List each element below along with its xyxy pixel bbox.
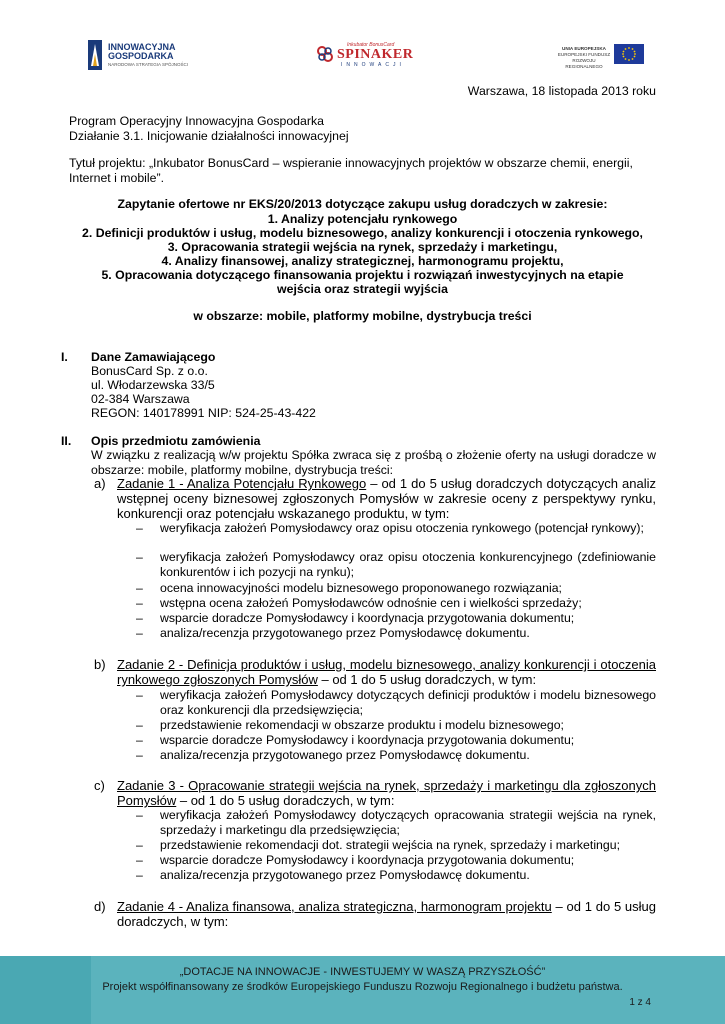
task-c-dash-2: –: [136, 838, 143, 852]
task-c-dash-3: –: [136, 853, 143, 867]
section2-title: Opis przedmiotu zamówienia: [91, 434, 261, 448]
task-c-text: [117, 778, 656, 808]
task-a-dash-2: –: [136, 550, 143, 564]
task-b-title: Zadanie 2 - Definicja produktów i usług, modelu biznesowego, analizy konkurencji i otoczenia rynkowego zgłoszonych Pomysłów: [117, 657, 656, 687]
spinaker-sub: INNOWACJI: [341, 62, 405, 68]
inquiry-item-1: 1. Analizy potencjału rynkowego: [267, 212, 458, 226]
task-a-bullet-5: wsparcie doradcze Pomysłodawcy i koordynacja przygotowania dokumentu;: [160, 611, 575, 625]
section1-title: Dane Zamawiającego: [91, 350, 216, 364]
eu-logo: [556, 42, 646, 68]
project-title-line2: Internet i mobile”.: [69, 171, 165, 185]
spinaker-emblem-icon: [315, 44, 335, 64]
task-c-letter: c): [94, 778, 105, 793]
client-name: BonusCard Sp. z o.o.: [91, 364, 208, 378]
spinaker-name: SPINAKER: [337, 47, 414, 62]
program-line1: Program Operacyjny Innowacyjna Gospodarka: [69, 114, 324, 128]
ig-emblem-icon: [88, 40, 102, 70]
task-b-dash-1: –: [136, 688, 143, 702]
inquiry-area: w obszarze: mobile, platformy mobilne, dystrybucja treści: [193, 309, 532, 323]
task-c-bullet-3: wsparcie doradcze Pomysłodawcy i koordynacja przygotowania dokumentu;: [160, 853, 575, 867]
section1-number: I.: [61, 350, 68, 364]
task-a-bullet-3: ocena innowacyjności modelu biznesowego proponowanego rozwiązania;: [160, 581, 562, 595]
task-c-bullet-1: weryfikacja założeń Pomysłodawcy dotyczących opracowania strategii wejścia na rynek, sprzedaży i marketingu dla przedsięwzięcia;: [160, 808, 656, 837]
client-city: 02-384 Warszawa: [91, 392, 190, 406]
section2-intro: W związku z realizacją w/w projektu Spółka zwraca się z prośbą o złożenie oferty na usługi doradcze w obszarze: mobile, platformy mobilne, dystrybucja treści:: [91, 448, 656, 477]
ig-line3: NARODOWA STRATEGIA SPÓJNOŚCI: [108, 62, 189, 67]
spinaker-logo: [315, 42, 415, 72]
eu-flag-icon: [614, 44, 644, 64]
document-date: Warszawa, 18 listopada 2013 roku: [467, 84, 656, 98]
ig-line2: GOSPODARKA: [108, 51, 174, 61]
task-c-dash-4: –: [136, 868, 143, 882]
task-b-dash-2: –: [136, 718, 143, 732]
page-number: 1 z 4: [629, 997, 651, 1008]
program-line2: Działanie 3.1. Inicjowanie działalności innowacyjnej: [69, 129, 349, 143]
task-b-bullet-2: przedstawienie rekomendacji w obszarze produktu i modelu biznesowego;: [160, 718, 564, 732]
inquiry-item-5: 5. Opracowania dotyczącego finansowania projektu i rozwiązań inwestycyjnych na etapie: [101, 268, 624, 282]
inquiry-item-2: 2. Definicji produktów i usług, modelu biznesowego, analizy konkurencji i otoczenia rynkowego,: [82, 226, 643, 240]
task-c-bullet-2: przedstawienie rekomendacji dot. strategii wejścia na rynek, sprzedaży i marketingu;: [160, 838, 620, 852]
task-a-dash-4: –: [136, 596, 143, 610]
task-a-bullet-6: analiza/recenzja przygotowanego przez Pomysłodawcę dokumentu.: [160, 626, 530, 640]
task-b-rest: – od 1 do 5 usług doradczych, w tym:: [317, 672, 537, 687]
task-a-letter: a): [94, 476, 106, 491]
task-d-title: Zadanie 4 - Analiza finansowa, analiza strategiczna, harmonogram projektu: [117, 899, 552, 914]
client-street: ul. Włodarzewska 33/5: [91, 378, 215, 392]
task-b-text: [117, 657, 656, 687]
section2-number: II.: [61, 434, 72, 448]
inquiry-item-3: 3. Opracowania strategii wejścia na rynek, sprzedaży i marketingu,: [167, 240, 558, 254]
task-b-letter: b): [94, 657, 106, 672]
eu-line2: EUROPEJSKI FUNDUSZ: [557, 52, 611, 57]
task-a-rest: – od 1 do 5 usług doradczych dotyczących analiz wstępnej oceny biznesowej zgłoszonych Pomysłów w zakresie oceny z perspektywy rynku, konkurencji oraz potencjału wskazanego produktu, w tym:: [117, 476, 657, 521]
header-logos: [0, 38, 725, 78]
inquiry-heading: Zapytanie ofertowe nr EKS/20/2013 dotyczące zakupu usług doradczych w zakresie:: [117, 197, 608, 211]
task-a-bullet-2: weryfikacja założeń Pomysłodawcy oraz opisu otoczenia konkurencyjnego (zdefiniowanie konkurentów i ich pozycji na rynku);: [160, 550, 656, 579]
task-a-dash-3: –: [136, 581, 143, 595]
task-c-title: Zadanie 3 - Opracowanie strategii wejścia na rynek, sprzedaży i marketingu dla zgłoszonych Pomysłów: [117, 778, 656, 808]
task-a-dash-5: –: [136, 611, 143, 625]
task-b-bullet-1: weryfikacja założeń Pomysłodawcy dotyczących definicji produktów i modelu biznesowego oraz konkurencji dla przedsięwzięcia;: [160, 688, 656, 717]
task-b-dash-3: –: [136, 733, 143, 747]
inquiry-item-5-cont: wejścia oraz strategii wyjścia: [277, 282, 448, 296]
task-d-text: [117, 899, 656, 929]
task-b-bullet-4: analiza/recenzja przygotowanego przez Pomysłodawcę dokumentu.: [160, 748, 530, 762]
inquiry-item-4: 4. Analizy finansowej, analizy strategicznej, harmonogramu projektu,: [161, 254, 564, 268]
task-a-dash-6: –: [136, 626, 143, 640]
project-title-line1: Tytuł projektu: „Inkubator BonusCard – wspieranie innowacyjnych projektów w obszarze chemii, energii,: [69, 156, 633, 170]
page-footer: [0, 956, 725, 1024]
task-c-dash-1: –: [136, 808, 143, 822]
task-a-dash-1: –: [136, 521, 143, 535]
task-c-bullet-4: analiza/recenzja przygotowanego przez Pomysłodawcę dokumentu.: [160, 868, 530, 882]
footer-slogan: „DOTACJE NA INNOWACJE - INWESTUJEMY W WASZĄ PRZYSZŁOŚĆ”: [179, 966, 546, 978]
task-c-rest: – od 1 do 5 usług doradczych, w tym:: [176, 793, 395, 808]
task-b-dash-4: –: [136, 748, 143, 762]
task-a-title: Zadanie 1 - Analiza Potencjału Rynkowego: [117, 476, 367, 491]
task-d-letter: d): [94, 899, 106, 914]
task-a-bullet-4: wstępna ocena założeń Pomysłodawców odnośnie cen i wielkości sprzedaży;: [160, 596, 582, 610]
footer-cofinancing: Projekt współfinansowany ze środków Europejskiego Funduszu Rozwoju Regionalnego i budżetu państwa.: [102, 981, 623, 993]
ig-line1: INNOWACYJNA: [108, 42, 176, 52]
innowacyjna-gospodarka-logo: [88, 38, 198, 72]
task-d-rest: – od 1 do 5 usług doradczych, w tym:: [117, 899, 657, 929]
task-b-bullet-3: wsparcie doradcze Pomysłodawcy i koordynacja przygotowania dokumentu;: [160, 733, 575, 747]
spinaker-small-text: Inkubator BonusCard: [347, 42, 395, 48]
client-ids: REGON: 140178991 NIP: 524-25-43-422: [91, 406, 316, 420]
eu-line1: UNIA EUROPEJSKA: [562, 46, 606, 51]
task-a-text: [117, 476, 656, 521]
eu-line3: ROZWOJU REGIONALNEGO: [565, 58, 603, 69]
task-a-bullet-1: weryfikacja założeń Pomysłodawcy oraz opisu otoczenia rynkowego (potencjał rynkowy);: [160, 521, 644, 535]
